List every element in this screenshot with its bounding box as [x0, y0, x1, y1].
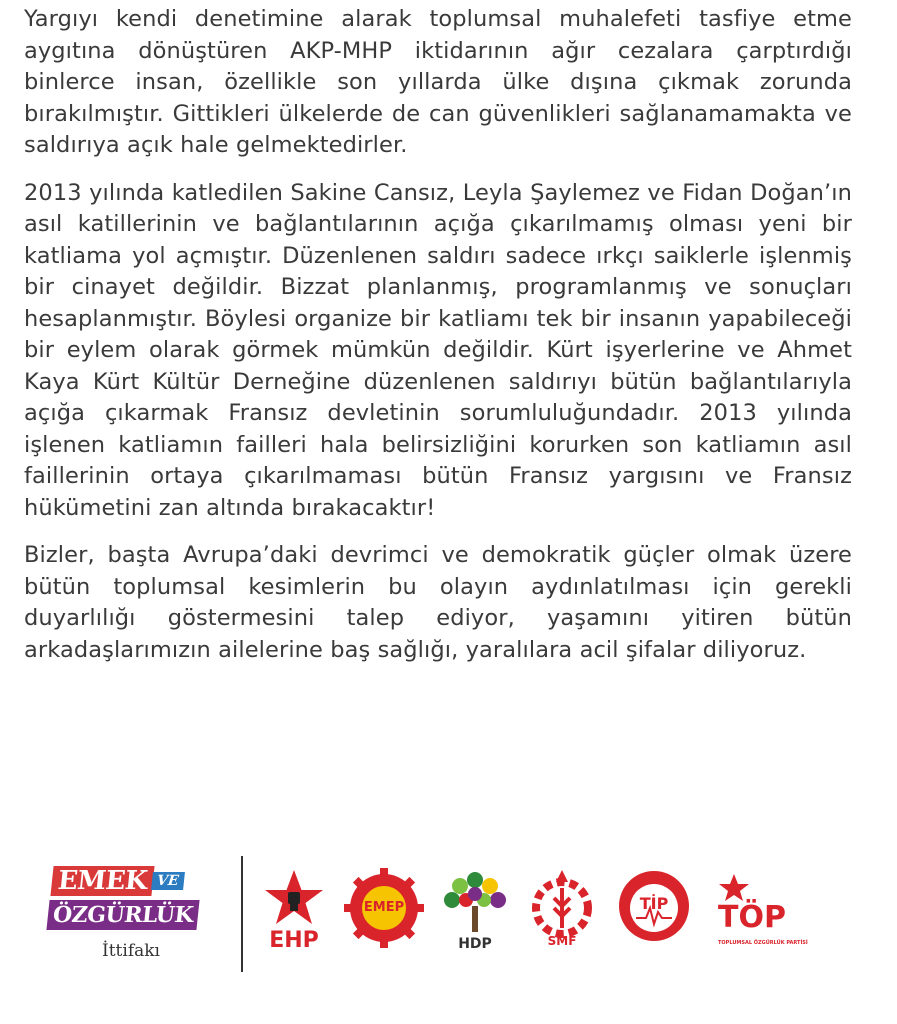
statement-text: [24, 4, 852, 682]
hdp-label: HDP: [458, 936, 492, 952]
top-label: TÖP: [718, 900, 786, 935]
emep-logo: [344, 868, 424, 958]
paragraph-3: Bizler, başta Avrupa’daki devrimci ve demokratik güçler olmak üzere bütün toplumsal kesimlerin bu olayın aydınlatılması için gerekli duyarlılığı göstermesini talep ediyor, yaşamını yitiren bütün arkadaşlarımızın ailelerine baş sağlığı, yaralılara acil şifalar diliyoruz.: [24, 542, 852, 663]
star-fist-icon: [262, 868, 326, 928]
signatory-logos: [0, 850, 897, 980]
emep-label: EMEP: [363, 900, 405, 915]
tree-icon: [440, 868, 510, 938]
smf-logo: [524, 868, 600, 968]
top-logo: [712, 868, 822, 968]
paragraph-2: 2013 yılında katledilen Sakine Cansız, Leyla Şaylemez ve Fidan Doğan’ın asıl katillerinin ve bağlantılarının açığa çıkarılmamış olması yeni bir katliama yol açmıştır. Düzenlenen saldırı sadece ırkçı saiklerle işlenmiş bir cinayet değildir. Bizzat planlanmış, programlanmış ve sonuçları hesaplanmıştır. Böylesi organize bir katliamı tek bir insanın yapabileceği bir eylem olarak görmek mümkün değildir. Kürt işyerlerine ve Ahmet Kaya Kürt Kültür Derneğine düzenlenen saldırıyı bütün bağlantılarıyla açığa çıkarmak Fransız devletinin sorumluluğundadır. 2013 yılında işlenen katliamın failleri hala belirsizliğini korurken son katliamın asıl faillerinin ortaya çıkarılmaması bütün Fransız yargısını ve Fransız hükümetini zan altında bırakacaktır!: [24, 179, 852, 521]
ozgurluk-word: ÖZGÜRLÜK: [46, 900, 199, 930]
emek-word: EMEK: [50, 866, 154, 896]
tip-label: TİP: [639, 894, 669, 913]
ittifaki-word: İttifakı: [102, 941, 160, 961]
top-sublabel: TOPLUMSAL ÖZGÜRLÜK PARTİSİ: [718, 940, 808, 946]
tip-logo: [616, 868, 692, 958]
ve-word: VE: [151, 872, 184, 890]
logo-divider: [241, 856, 243, 972]
gear-wheat-icon: [524, 868, 600, 944]
smf-label: SMF: [547, 934, 577, 948]
paragraph-1: Yargıyı kendi denetimine alarak toplumsal muhalefeti tasfiye etme aygıtına dönüştüren AKP-MHP iktidarının ağır cezalara çarptırdığı binlerce insan, özellikle son yıllarda ülke dışına çıkmak zorunda bırakılmıştır. Gittikleri ülkelerde de can güvenlikleri sağlanamamakta ve saldırıya açık hale gelmektedirler.: [24, 6, 852, 158]
emek-ve-ozgurluk-logo: [40, 858, 230, 978]
hdp-logo: [440, 868, 510, 968]
ehp-label: EHP: [269, 928, 319, 953]
ehp-logo: [262, 868, 326, 958]
